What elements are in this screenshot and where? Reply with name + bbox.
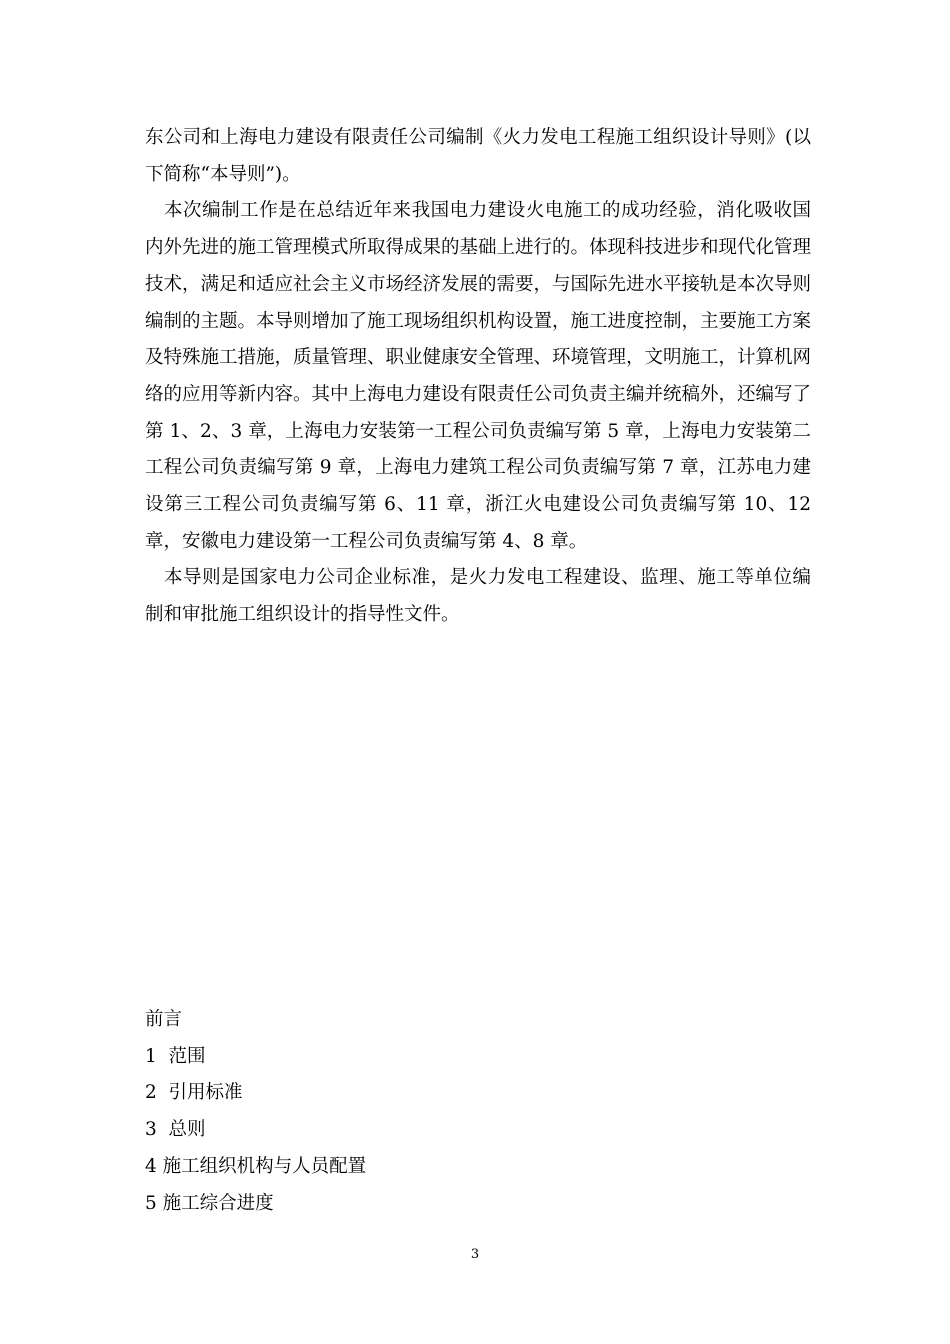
paragraph-standard-nature: 本导则是国家电力公司企业标准，是火力发电工程建设、监理、施工等单位编制和审批施工组织设计的指导性文件。	[145, 567, 811, 626]
toc-item-preface: 前言	[145, 1009, 183, 1030]
body-text	[145, 120, 811, 634]
paragraph-continuation: 东公司和上海电力建设有限责任公司编制《火力发电工程施工组织设计导则》(以下简称“本导则”)。	[145, 127, 811, 185]
toc-item-organization: 4 施工组织机构与人员配置	[145, 1155, 367, 1177]
table-of-contents	[145, 1002, 645, 1222]
page-number: 3	[470, 1247, 480, 1262]
toc-item-schedule: 5 施工综合进度	[145, 1192, 274, 1214]
toc-item-references: 2 引用标准	[145, 1082, 243, 1104]
toc-item-general: 3 总则	[145, 1119, 206, 1141]
toc-item-scope: 1 范围	[145, 1045, 206, 1067]
paragraph-compilation-work: 本次编制工作是在总结近年来我国电力建设火电施工的成功经验，消化吸收国内外先进的施工管理模式所取得成果的基础上进行的。体现科技进步和现代化管理技术，满足和适应社会主义市场经济发展的需要，与国际先进水平接轨是本次导则编制的主题。本导则增加了施工现场组织机构设置，施工进度控制，主要施工方案及特殊施工措施，质量管理、职业健康安全管理、环境管理，文明施工，计算机网络的应用等新内容。其中上海电力建设有限责任公司负责主编并统稿外，还编写了第 1、2、3 章，上海电力安装第一工程公司负责编写第 5 章，上海电力安装第二工程公司负责编写第 9 章，上海电力建筑工程公司负责编写第 7 章，江苏电力建设第三工程公司负责编写第 6、11 章，浙江火电建设公司负责编写第 10、12 章，安徽电力建设第一工程公司负责编写第 4、8 章。	[145, 200, 812, 552]
